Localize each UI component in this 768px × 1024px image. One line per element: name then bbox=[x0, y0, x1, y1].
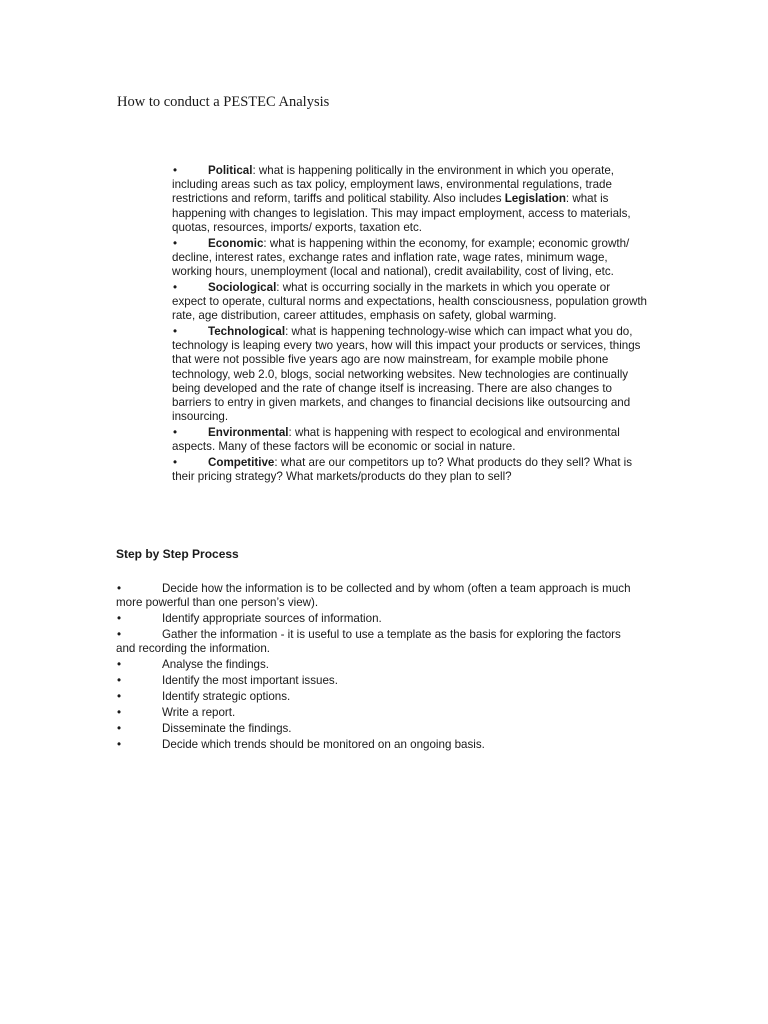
step-text: Identify strategic options. bbox=[162, 690, 291, 704]
step-item bbox=[116, 658, 636, 672]
step-text: Identify appropriate sources of information. bbox=[162, 612, 382, 626]
factor-term-legislation: Legislation bbox=[504, 192, 566, 206]
factor-term: Sociological bbox=[208, 280, 277, 294]
step-text: Disseminate the findings. bbox=[162, 722, 292, 736]
factor-term: Political bbox=[208, 164, 253, 177]
bullet-icon: • bbox=[117, 674, 122, 688]
factor-description: : what is happening politically in the environment in which you operate, including areas such as tax policy, employment laws, environmental regulations, trade restrictions and reform, tariffs and political stability. Also includes bbox=[172, 164, 615, 206]
steps-list bbox=[116, 582, 636, 754]
bullet-icon: • bbox=[117, 690, 122, 704]
step-text: Analyse the findings. bbox=[162, 658, 269, 672]
bullet-icon: • bbox=[173, 164, 178, 177]
bullet-icon: • bbox=[117, 628, 122, 642]
factor-item-environmental bbox=[172, 426, 647, 454]
bullet-icon: • bbox=[173, 325, 178, 339]
factor-description: : what is happening within the economy, for example; economic growth/ decline, interest rates, exchange rates and inflation rate, wage rates, minimum wage, working hours, unemployment (local and national), credit availability, cost of living, etc. bbox=[172, 236, 630, 279]
step-item bbox=[116, 628, 636, 656]
factor-description: : what is occurring socially in the markets in which you operate or expect to operate, cultural norms and expectations, health consciousness, population growth rate, age distribution, career attitudes, emphasis on safety, global warming. bbox=[172, 280, 647, 323]
bullet-icon: • bbox=[173, 280, 178, 294]
step-item bbox=[116, 690, 636, 704]
factor-item-technological bbox=[172, 325, 647, 424]
page-title: How to conduct a PESTEC Analysis bbox=[117, 94, 330, 110]
step-text: Identify the most important issues. bbox=[162, 674, 338, 688]
factor-item-sociological bbox=[172, 281, 647, 324]
factor-item-political bbox=[172, 164, 647, 235]
bullet-icon: • bbox=[173, 426, 178, 440]
bullet-icon: • bbox=[173, 456, 178, 470]
factor-term: Environmental bbox=[208, 426, 289, 440]
factor-term: Economic bbox=[208, 236, 264, 250]
factor-description: : what is happening with respect to ecological and environmental aspects. Many of these factors will be economic or social in nature. bbox=[172, 426, 620, 454]
factor-description: : what are our competitors up to? What products do they sell? What is their pricing strategy? What markets/products do they plan to sell? bbox=[172, 456, 633, 484]
factor-term: Competitive bbox=[208, 456, 275, 470]
factor-item-economic bbox=[172, 237, 647, 280]
bullet-icon: • bbox=[117, 582, 122, 595]
step-item bbox=[116, 674, 636, 688]
step-text: Decide which trends should be monitored on an ongoing basis. bbox=[162, 738, 485, 752]
step-item bbox=[116, 582, 636, 610]
step-item bbox=[116, 722, 636, 736]
factor-item-competitive bbox=[172, 456, 647, 484]
bullet-icon: • bbox=[117, 612, 122, 626]
bullet-icon: • bbox=[117, 738, 122, 752]
bullet-icon: • bbox=[117, 658, 122, 672]
step-item bbox=[116, 738, 636, 752]
factor-description: : what is happening technology-wise which can impact what you do, technology is leaping every two years, how will this impact your products or services, things that were not possible five years ago are now mainstream, for example mobile phone technology, web 2.0, blogs, social networking websites. New technologies are continually being developed and the rate of change itself is increasing. There are also changes to barriers to entry in given markets, and changes to financial decisions like outsourcing and insourcing. bbox=[172, 325, 641, 424]
factor-term: Technological bbox=[208, 325, 286, 339]
factor-description-legislation: : what is happening with changes to legislation. This may impact employment, access to materials, quotas, resources, imports/ exports, taxation etc. bbox=[172, 192, 631, 234]
step-text: Decide how the information is to be collected and by whom (often a team approach is much more powerful than one person’s view). bbox=[116, 582, 631, 610]
step-text: Write a report. bbox=[162, 706, 236, 720]
bullet-icon: • bbox=[117, 722, 122, 736]
pestec-factor-list bbox=[172, 164, 647, 486]
step-item bbox=[116, 706, 636, 720]
bullet-icon: • bbox=[117, 706, 122, 720]
bullet-icon: • bbox=[173, 236, 178, 250]
step-text: Gather the information - it is useful to use a template as the basis for exploring the factors and recording the information. bbox=[116, 628, 621, 656]
steps-heading: Step by Step Process bbox=[116, 547, 239, 561]
step-item bbox=[116, 612, 636, 626]
